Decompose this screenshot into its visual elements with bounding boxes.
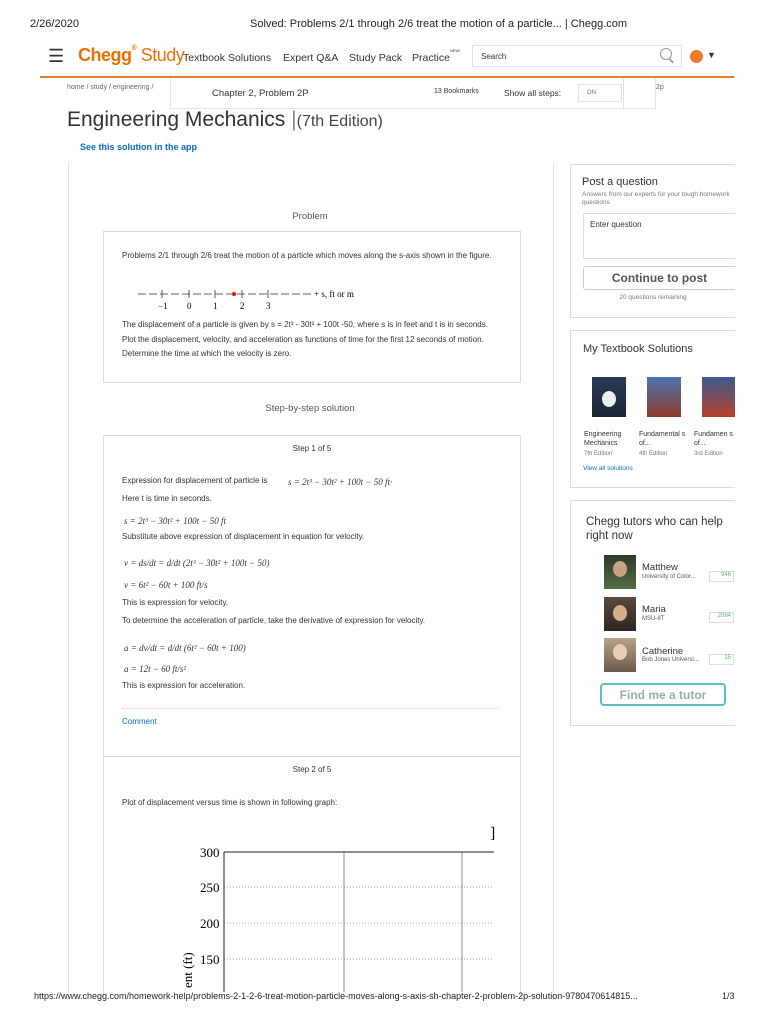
book-edition: 3rd Edition (694, 451, 723, 457)
step-1-eq-3: v = 6t² − 60t + 100 ft/s (124, 580, 208, 590)
search-placeholder: Search (481, 52, 507, 61)
practice-new-badge: NEW! (450, 48, 461, 53)
tutor-name[interactable]: Matthew (642, 562, 678, 573)
print-date: 2/26/2020 (30, 18, 79, 30)
axis-tick-label: 2 (240, 301, 245, 311)
nav-expert-qa[interactable]: Expert Q&A (283, 52, 339, 64)
post-question-title: Post a question (582, 176, 658, 188)
divider (122, 708, 500, 709)
graph-tick: 300 (200, 845, 220, 860)
step-1-line-5: To determine the acceleration of particle, take the derivative of expression for velocity. (122, 616, 426, 625)
nav-study-pack[interactable]: Study Pack (349, 52, 403, 64)
tutor-session-count: 15 (709, 654, 734, 665)
step-1-eq-2: v = ds/dt = d/dt (2t³ − 30t² + 100t − 50) (124, 558, 270, 568)
logo-product: Study (140, 45, 185, 65)
book-edition: 4th Edition (639, 451, 668, 457)
search-icon[interactable] (660, 48, 672, 60)
axis-tick-label: −1 (158, 301, 168, 311)
show-all-steps-label: Show all steps: (504, 88, 562, 98)
nav-textbook-solutions[interactable]: Textbook Solutions (183, 52, 272, 64)
book-cover-image[interactable] (592, 377, 626, 417)
book-title[interactable]: Fundamental s of... (639, 431, 686, 447)
axis-tick-label: 3 (266, 301, 271, 311)
step-1-line-2: Here t is time in seconds. (122, 494, 212, 503)
graph-corner: ] (490, 825, 496, 842)
problem-section-label: Problem (292, 211, 328, 222)
step-1-line-3: Substitute above expression of displacement in equation for velocity. (122, 532, 365, 541)
tutor-school: Bob Jones Universi... (642, 657, 699, 663)
find-me-a-tutor-button[interactable]: Find me a tutor (600, 683, 726, 706)
displacement-graph (160, 820, 500, 992)
top-nav (40, 42, 734, 78)
problem-text-2: The displacement of a particle is given by s = 2t³ - 30t² + 100t -50, where s is in feet and t is in seconds. Plot the displacement, velocity, and acceleration as functions of time for the first 12 seconds of motion. Determine the time at which the velocity is zero. (122, 320, 488, 358)
tutor-name[interactable]: Maria (642, 604, 666, 615)
step-1-line-4: This is expression for velocity. (122, 598, 229, 607)
step-2-header: Step 2 of 5 (292, 765, 332, 774)
problem-ref: 2p (656, 84, 664, 91)
book-title[interactable] (694, 430, 735, 448)
graph-tick: 250 (200, 880, 220, 895)
tutors-title: Chegg tutors who can help right now (586, 516, 723, 542)
book-title: Engineering Mechanics |(7th Edition) (67, 108, 383, 131)
problem-card (103, 231, 521, 383)
tutor-school: University of Color... (642, 574, 696, 580)
step-1-eq-5: a = 12t − 60 ft/s² (124, 664, 187, 674)
hamburger-menu-icon[interactable]: ☰ (48, 46, 65, 66)
chevron-down-icon[interactable]: ▼ (707, 50, 716, 60)
axis-tick-label: 0 (187, 301, 192, 311)
book-cover-image[interactable] (702, 377, 735, 417)
questions-remaining: 20 questions remaining (619, 294, 687, 301)
axis-label: + s, ft or m (314, 289, 354, 299)
tutor-avatar[interactable] (604, 555, 636, 589)
problem-text-1: Problems 2/1 through 2/6 treat the motion of a particle which moves along the s-axis shown in the figure. (122, 251, 492, 260)
step-1-line-1: Expression for displacement of particle is (122, 476, 268, 485)
tutor-session-count: 2084 (709, 612, 734, 623)
tutor-avatar[interactable] (604, 597, 636, 631)
book-cover-image[interactable] (647, 377, 681, 417)
book-title[interactable]: Engineering Mechanics (584, 431, 622, 447)
user-avatar[interactable] (690, 50, 703, 63)
graph-tick: 150 (200, 952, 220, 967)
chegg-study-logo[interactable]: Chegg® Study (78, 45, 185, 65)
post-question-subtitle: Answers from our experts for your tough homework questions (582, 191, 730, 206)
bookmarks-count[interactable]: 13 Bookmarks (434, 88, 479, 95)
book-edition: 7th Edition (584, 451, 613, 457)
step-2-text: Plot of displacement versus time is shown in following graph: (122, 798, 338, 807)
chapter-problem-selector[interactable]: Chapter 2, Problem 2P (212, 88, 309, 99)
subbar-divider (623, 78, 655, 108)
axis-tick-label: 1 (213, 301, 218, 311)
tutor-name[interactable]: Catherine (642, 646, 684, 657)
graph-tick: 200 (200, 916, 220, 931)
solution-section-label: Step-by-step solution (265, 403, 355, 414)
logo-brand: Chegg (78, 45, 132, 65)
step-1-card (103, 435, 521, 759)
view-all-solutions-link[interactable]: View all solutions (583, 465, 633, 472)
step-1-header: Step 1 of 5 (292, 444, 332, 453)
search-input[interactable] (472, 45, 682, 67)
book-name: Engineering Mechanics (67, 108, 286, 131)
textbook-solutions-title: My Textbook Solutions (583, 343, 693, 355)
see-solution-in-app-link[interactable]: See this solution in the app (80, 142, 198, 152)
breadcrumb[interactable]: home / study / engineering / (67, 84, 154, 91)
tutor-school: MSU-IIT (642, 616, 665, 622)
print-page-number: 1/3 (722, 991, 735, 1001)
step-1-line-6: This is expression for acceleration. (122, 681, 246, 690)
book-title-text: Fundamen s of... (694, 431, 733, 447)
print-page-title: Solved: Problems 2/1 through 2/6 treat the motion of a particle... | Chegg.com (250, 18, 628, 30)
tutor-session-count: 946 (709, 571, 734, 582)
step-1-eq-4: a = dv/dt = d/dt (6t² − 60t + 100) (124, 643, 246, 653)
step-1-eq-inline: s = 2t³ − 30t² + 100t − 50 ft· (288, 477, 393, 487)
nav-practice[interactable]: Practice (412, 52, 450, 64)
step-1-eq-1: s = 2t³ − 30t² + 100t − 50 ft (124, 516, 226, 526)
textbook-solutions-card (570, 330, 735, 488)
post-question-card (570, 164, 735, 318)
print-url: https://www.chegg.com/homework-help/problems-2-1-2-6-treat-motion-particle-moves-along-s-axis-sh-chapter-2-problem-2p-solution-9780470614815... (34, 991, 638, 1001)
book-edition: (7th Edition) (296, 113, 383, 130)
comment-link[interactable]: Comment (122, 717, 157, 726)
tutor-avatar[interactable] (604, 638, 636, 672)
continue-to-post-button[interactable]: Continue to post (583, 266, 735, 290)
question-input-placeholder: Enter question (590, 220, 642, 229)
s-axis-figure (134, 284, 374, 314)
show-steps-toggle[interactable]: ON (578, 84, 622, 102)
question-input[interactable] (583, 213, 735, 259)
graph-ylabel: ent (ft) (180, 952, 195, 988)
